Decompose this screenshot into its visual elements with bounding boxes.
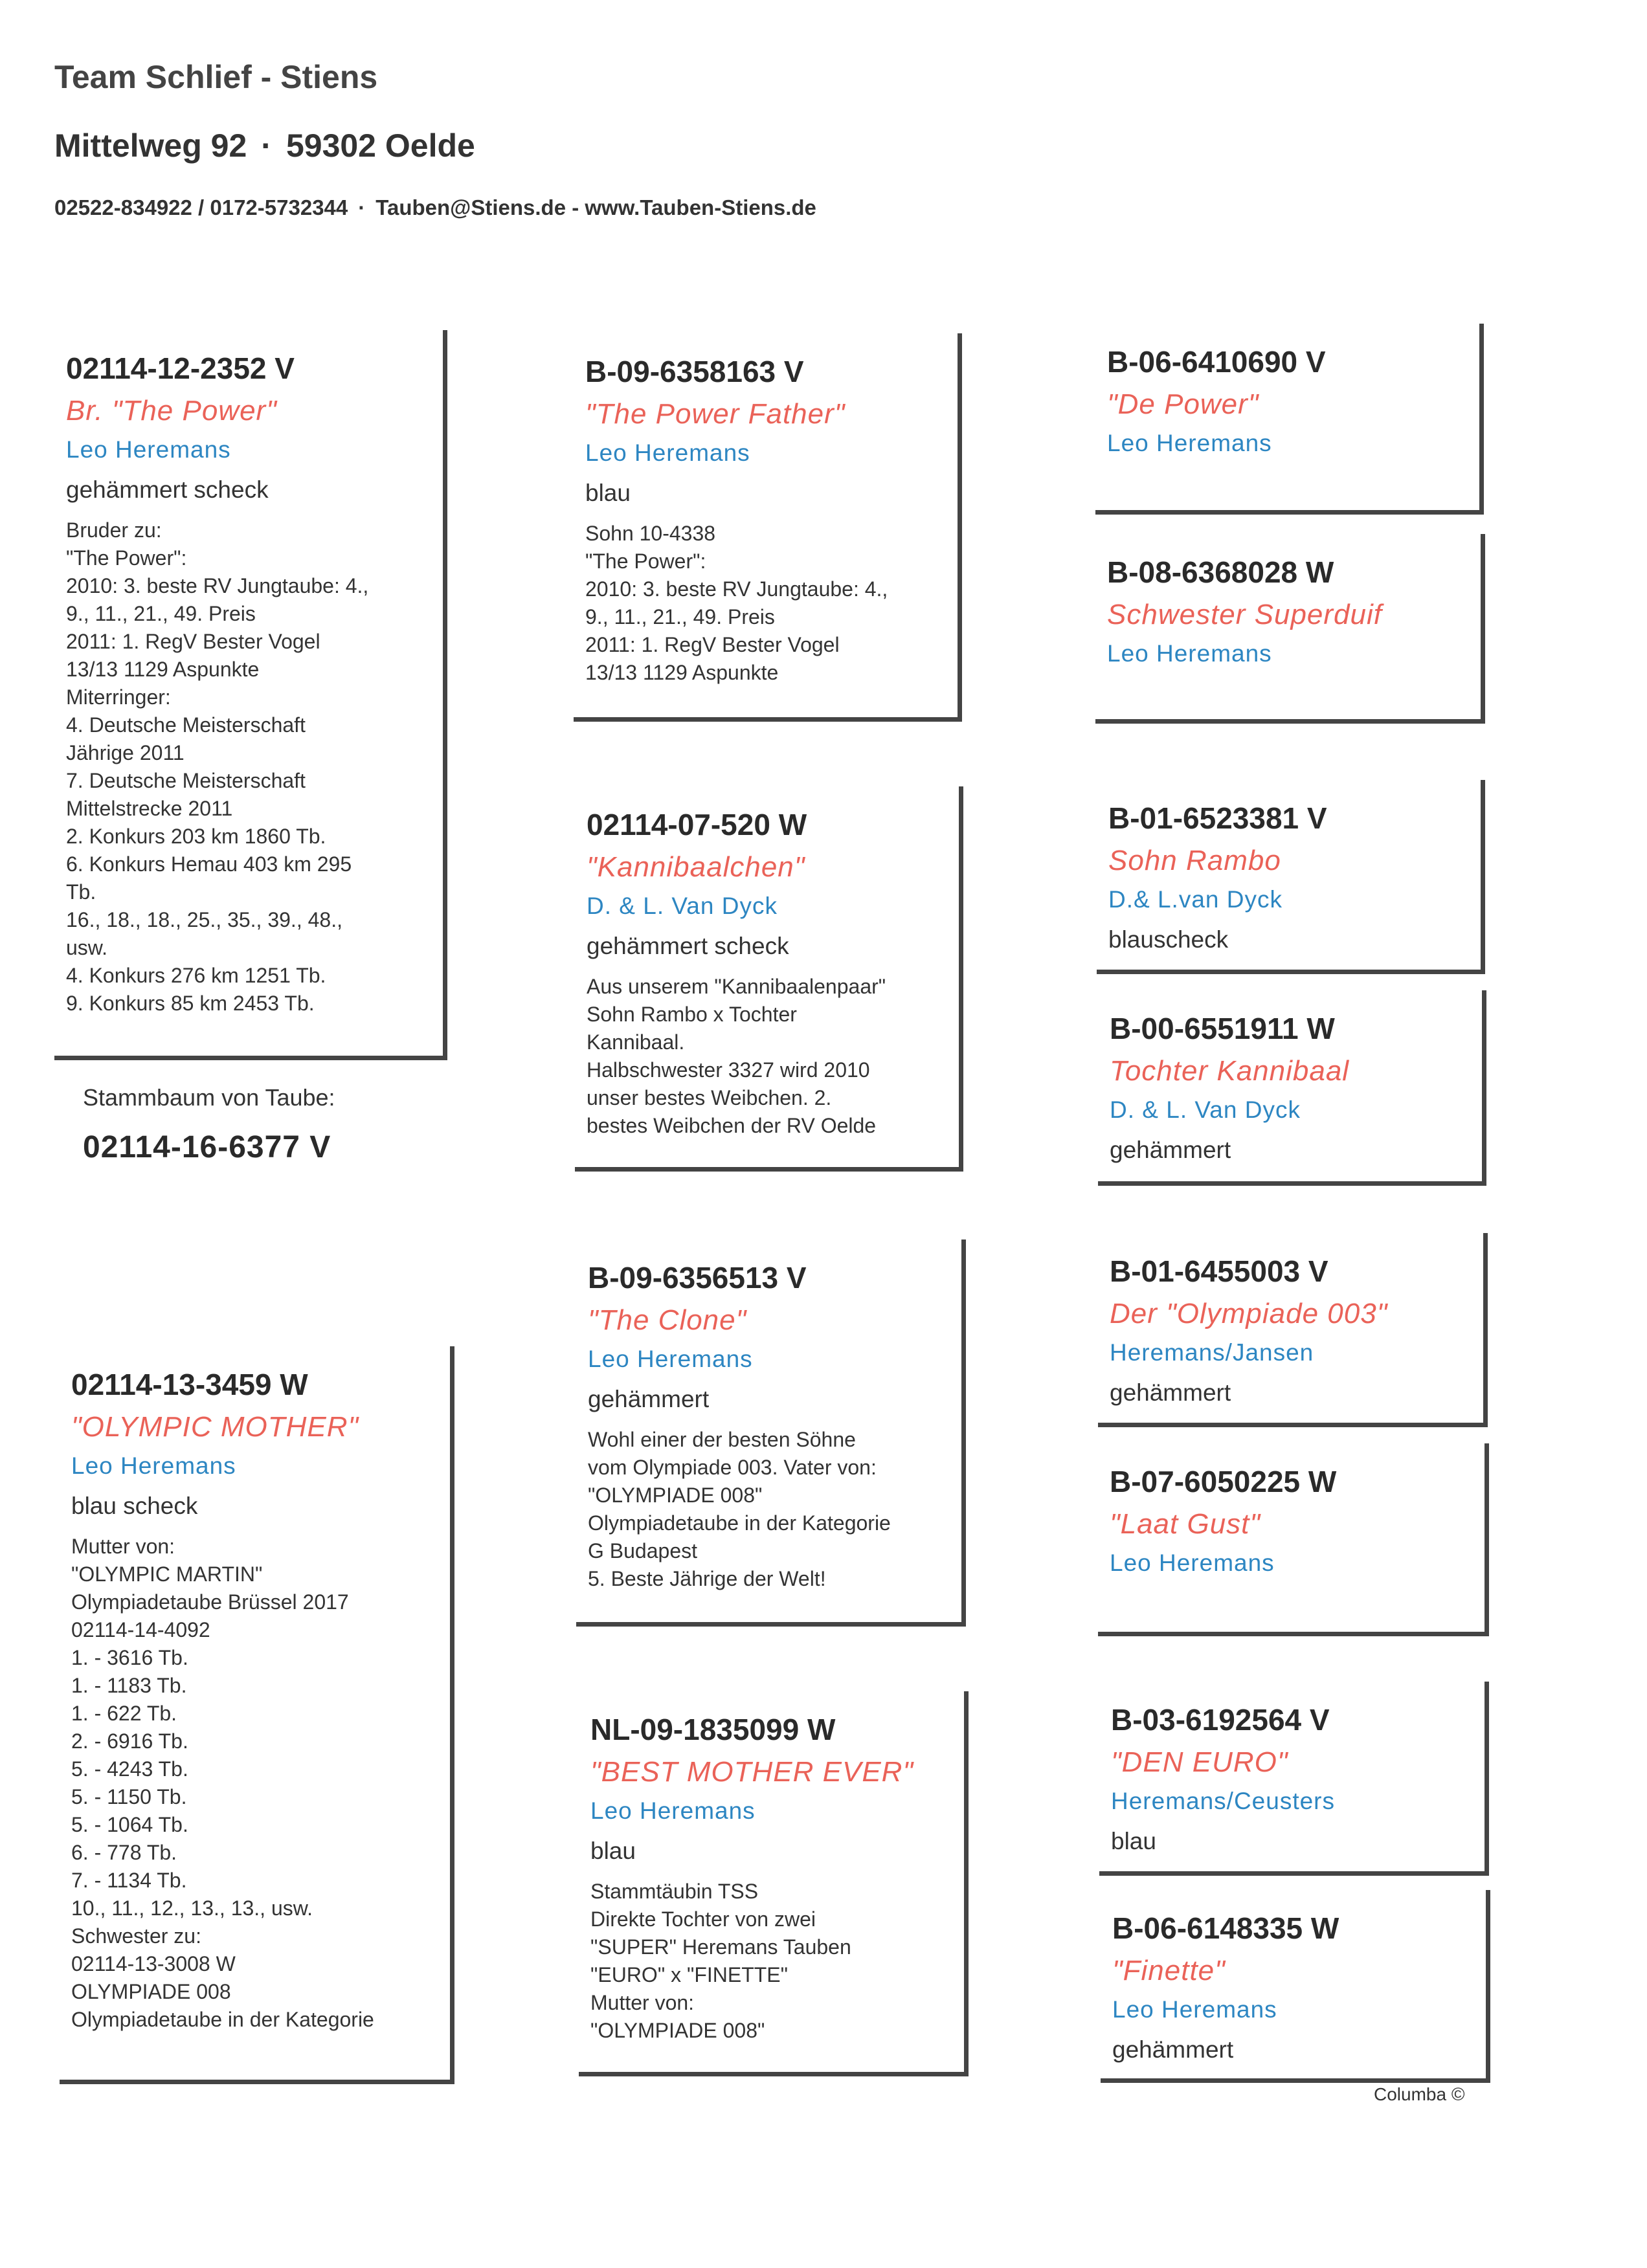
desc-line: Wohl einer der besten Söhne [588,1428,856,1451]
pigeon-card-gg4 [1098,990,1486,1186]
desc-line: "OLYMPIADE 008" [590,2019,765,2042]
desc-line: Aus unserem "Kannibaalenpaar" [587,975,886,998]
ring-number: 02114-13-3459 W [71,1368,308,1401]
desc-line: 9. Konkurs 85 km 2453 Tb. [66,992,315,1015]
desc-line: 2011: 1. RegV Bester Vogel [585,633,840,656]
ring-number: 02114-07-520 W [587,808,807,841]
desc-line: "EURO" x "FINETTE" [590,1963,788,1986]
desc-line: 4. Konkurs 276 km 1251 Tb. [66,964,326,987]
desc-line: Sohn 10-4338 [585,522,716,545]
breeder: D. & L. Van Dyck [587,893,778,919]
pigeon-card-dam [60,1346,454,2084]
desc-line: "OLYMPIADE 008" [588,1484,763,1507]
pedigree-subject [83,1084,335,1165]
desc-line: 5. - 1150 Tb. [71,1785,187,1808]
pigeon-name: "DEN EURO" [1111,1746,1288,1778]
email-web: Tauben@Stiens.de - www.Tauben-Stiens.de [375,195,816,219]
desc-line: 02114-14-4092 [71,1618,210,1641]
pigeon-color: gehämmert scheck [66,476,269,503]
pigeon-card-gg2 [1095,534,1485,724]
breeder: Heremans/Ceusters [1111,1788,1336,1814]
desc-line: 1. - 3616 Tb. [71,1646,188,1669]
desc-line: 2. Konkurs 203 km 1860 Tb. [66,825,326,848]
desc-line: Tb. [66,880,96,904]
breeder: D.& L.van Dyck [1108,886,1283,913]
ring-number: B-09-6358163 V [585,355,804,388]
description [588,1426,948,1593]
desc-line: Mutter von: [590,1991,695,2014]
pigeon-color: gehämmert [588,1386,710,1412]
ring-number: B-06-6410690 V [1107,345,1326,379]
pigeon-name: "Kannibaalchen" [587,851,805,883]
pigeon-name: "OLYMPIC MOTHER" [71,1411,359,1443]
address: Mittelweg 92 · 59302 Oelde [54,128,475,164]
pedigree-label: Stammbaum von Taube: [83,1084,335,1111]
street: Mittelweg 92 [54,128,247,164]
desc-line: 13/13 1129 Aspunkte [66,658,260,681]
pigeon-name: "BEST MOTHER EVER" [590,1756,914,1788]
desc-line: Olympiadetaube in der Kategorie [588,1511,891,1535]
description [71,1533,437,2034]
desc-line: 5. - 1064 Tb. [71,1813,188,1836]
pigeon-name: "The Clone" [588,1304,747,1336]
desc-line: "The Power": [66,546,187,570]
ring-number: NL-09-1835099 W [590,1713,836,1746]
desc-line: 4. Deutsche Meisterschaft [66,713,306,737]
breeder: Leo Heremans [1107,640,1272,667]
pigeon-card-gg7 [1099,1682,1489,1876]
pigeon-color: gehämmert scheck [587,933,789,959]
pigeon-card-gg1 [1095,324,1484,515]
desc-line: 5. - 4243 Tb. [71,1757,188,1781]
pigeon-name: Schwester Superduif [1107,599,1382,630]
desc-line: Halbschwester 3327 wird 2010 [587,1058,870,1082]
description [66,517,430,1017]
pigeon-color: blau scheck [71,1493,198,1519]
pigeon-color: blau [1111,1828,1156,1854]
desc-line: 1. - 1183 Tb. [71,1674,187,1697]
desc-line: 6. - 778 Tb. [71,1841,177,1864]
desc-line: 16., 18., 18., 25., 35., 39., 48., [66,908,342,931]
desc-line: Mittelstrecke 2011 [66,797,233,820]
pigeon-color: blau [585,480,631,506]
header [54,58,816,220]
breeder: Heremans/Jansen [1110,1339,1314,1366]
pigeon-name: Tochter Kannibaal [1110,1055,1350,1087]
desc-line: Olympiadetaube Brüssel 2017 [71,1590,349,1614]
desc-line: vom Olympiade 003. Vater von: [588,1456,877,1479]
desc-line: G Budapest [588,1539,697,1562]
ring-number: B-01-6523381 V [1108,801,1327,835]
pigeon-card-gg3 [1097,780,1485,974]
pigeon-card-sire-mother [575,786,963,1172]
desc-line: 5. Beste Jährige der Welt! [588,1567,826,1590]
ring-number: B-01-6455003 V [1110,1254,1328,1288]
desc-line: Direkte Tochter von zwei [590,1907,816,1931]
breeder: Leo Heremans [71,1452,236,1479]
columba-brand: Columba © [1374,2084,1465,2104]
desc-line: Jährige 2011 [66,741,185,764]
desc-line: 9., 11., 21., 49. Preis [585,605,775,628]
desc-line: Sohn Rambo x Tochter [587,1003,797,1026]
pigeon-card-gg6 [1098,1443,1489,1636]
desc-line: "SUPER" Heremans Tauben [590,1935,851,1959]
desc-line: 9., 11., 21., 49. Preis [66,602,256,625]
breeder: Leo Heremans [66,436,231,463]
desc-line: 7. Deutsche Meisterschaft [66,769,306,792]
contact-line: 02522-834922 / 0172-5732344 · Tauben@Stiens.de - www.Tauben-Stiens.de [54,195,816,219]
pigeon-card-sire-father [574,333,962,722]
ring-number: 02114-12-2352 V [66,351,295,385]
desc-line: Mutter von: [71,1535,175,1558]
ring-number: B-06-6148335 W [1112,1911,1339,1945]
desc-line: Kannibaal. [587,1030,685,1054]
pigeon-name: "De Power" [1107,388,1259,420]
breeder: Leo Heremans [585,439,750,466]
pigeon-color: gehämmert [1110,1379,1231,1406]
breeder: Leo Heremans [590,1797,756,1824]
description [590,1878,951,2045]
ring-number: B-03-6192564 V [1111,1703,1330,1737]
desc-line: usw. [66,936,108,959]
desc-line: "OLYMPIC MARTIN" [71,1562,263,1586]
desc-line: 2010: 3. beste RV Jungtaube: 4., [585,577,888,601]
description [585,520,945,687]
pigeon-name: Der "Olympiade 003" [1110,1298,1388,1329]
desc-line: Schwester zu: [71,1924,201,1948]
phone: 02522-834922 / 0172-5732344 [54,195,348,219]
desc-line: Miterringer: [66,685,171,709]
desc-line: bestes Weibchen der RV Oelde [587,1114,877,1137]
pigeon-card-gg8 [1101,1890,1490,2083]
team-title: Team Schlief - Stiens [54,59,378,95]
pedigree-ring: 02114-16-6377 V [83,1130,331,1164]
description [587,973,946,1140]
pigeon-name: "Finette" [1112,1955,1226,1986]
desc-line: 2010: 3. beste RV Jungtaube: 4., [66,574,369,597]
desc-line: "The Power": [585,550,706,573]
pigeon-card-sire [54,330,447,1060]
breeder: Leo Heremans [1110,1550,1275,1576]
breeder: Leo Heremans [588,1346,753,1372]
desc-line: Bruder zu: [66,518,162,542]
breeder: Leo Heremans [1112,1996,1277,2023]
ring-number: B-00-6551911 W [1110,1012,1335,1045]
city: 59302 Oelde [286,128,475,164]
pigeon-color: gehämmert [1112,2036,1234,2063]
pigeon-name: "The Power Father" [585,398,846,430]
breeder: Leo Heremans [1107,430,1272,456]
desc-line: unser bestes Weibchen. 2. [587,1086,832,1109]
ring-number: B-07-6050225 W [1110,1465,1337,1498]
desc-line: 7. - 1134 Tb. [71,1869,187,1892]
desc-line: 02114-13-3008 W [71,1952,236,1975]
ring-number: B-09-6356513 V [588,1261,807,1295]
pigeon-name: Br. "The Power" [66,395,277,427]
desc-line: 13/13 1129 Aspunkte [585,661,779,684]
desc-line: 10., 11., 12., 13., 13., usw. [71,1896,313,1920]
desc-line: 1. - 622 Tb. [71,1702,177,1725]
pigeon-color: gehämmert [1110,1137,1231,1163]
breeder: D. & L. Van Dyck [1110,1096,1301,1123]
ring-number: B-08-6368028 W [1107,555,1334,589]
pigeon-card-dam-father [576,1240,966,1627]
desc-line: Olympiadetaube in der Kategorie [71,2008,374,2031]
desc-line: 6. Konkurs Hemau 403 km 295 [66,852,352,876]
pigeon-card-dam-mother [579,1691,969,2076]
pigeon-name: "Laat Gust" [1110,1508,1261,1540]
pigeon-card-gg5 [1098,1233,1488,1427]
pigeon-name: Sohn Rambo [1108,845,1281,876]
pigeon-color: blau [590,1838,636,1864]
desc-line: 2011: 1. RegV Bester Vogel [66,630,320,653]
desc-line: Stammtäubin TSS [590,1880,759,1903]
desc-line: OLYMPIADE 008 [71,1980,231,2003]
desc-line: 2. - 6916 Tb. [71,1729,188,1753]
pigeon-color: blauscheck [1108,926,1229,953]
